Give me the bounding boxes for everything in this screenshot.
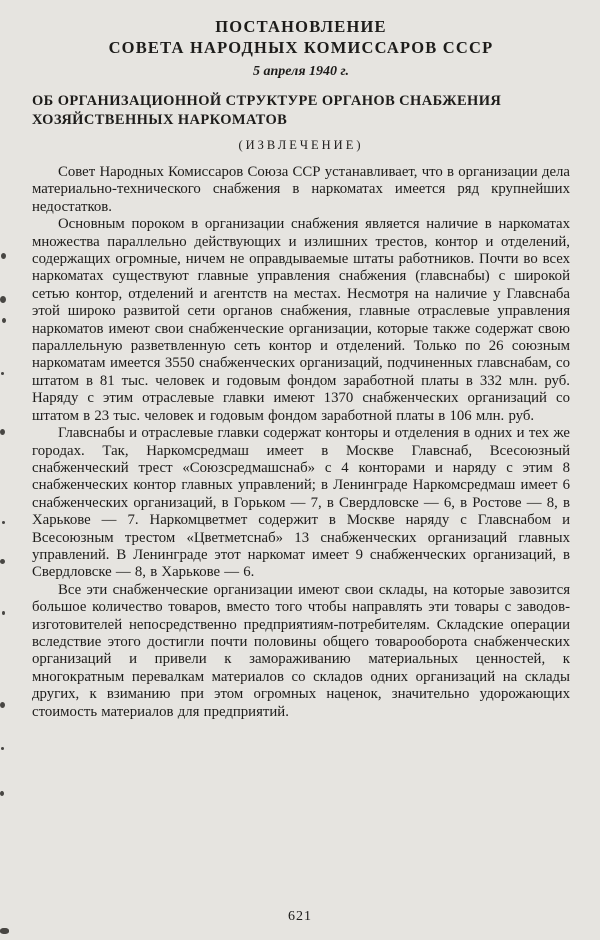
- document-date: 5 апреля 1940 г.: [252, 64, 350, 79]
- extract-note: (ИЗВЛЕЧЕНИЕ): [238, 138, 364, 152]
- title-line-2: СОВЕТА НАРОДНЫХ КОМИССАРОВ СССР: [108, 38, 494, 57]
- scan-artifacts: [0, 0, 14, 940]
- document-subtitle: ОБ ОРГАНИЗАЦИОННОЙ СТРУКТУРЕ ОРГАНОВ СНАБЖЕНИЯ ХОЗЯЙСТВЕННЫХ НАРКОМАТОВ: [32, 93, 502, 128]
- paragraph-1: Совет Народных Комиссаров Союза ССР устанавливает, что в организации дела материально-технического снабжения в наркоматах имеется ряд крупнейших недостатков.: [32, 164, 570, 215]
- paragraph-4: Все эти снабженческие организации имеют свои склады, на которые завозится большое количество товаров, вместо того чтобы направлять эти товары с заводов-изготовителей непосредственно предприятиям-потребителям. Складские операции вследствие этого достигли почти половины общего товарооборота снабженческих организаций и привели к замораживанию материальных ценностей, к многократным перевалкам материалов со складов одних организаций на склады других, к взиманию при этом огромных наценок, значительно удорожающих стоимость материалов для предприятий.: [32, 581, 570, 720]
- document-body: [32, 164, 570, 721]
- title-line-1: ПОСТАНОВЛЕНИЕ: [215, 17, 387, 36]
- paragraph-2: Основным пороком в организации снабжения является наличие в наркоматах множества параллельно действующих и излишних трестов, контор и отделений, содержащих огромные, ничем не оправдываемые штаты работников. Почти во всех наркоматах существуют главные управления снабжения (главснабы) с широкой сетью контор, отделений и агентств на местах. Несмотря на наличие у Главснаба этой широко развитой сети органов снабжения, главные отраслевые управления наркоматов имеют свои снабженческие организации, которые также содержат свою параллельную разветвленную сеть контор и отделений. Только по 26 союзным наркоматам имеется 3550 снабженческих организаций, подчиненных главснабам, со штатом в 81 тыс. человек и годовым фондом заработной платы в 332 млн. руб. Наряду с этим отраслевые главки имеют 1370 снабженческих организаций со штатом в 23 тыс. человек и годовым фондом заработной платы в 106 млн. руб.: [32, 216, 570, 424]
- document-header: [32, 16, 570, 153]
- paragraph-3: Главснабы и отраслевые главки содержат конторы и отделения в одних и тех же городах. Так, Наркомсредмаш имеет в Москве Главснаб, Всесоюзный снабженческий трест «Союзсредмашснаб» с 4 конторами и наряду с этим 8 снабженческих контор главных управлений; в Ленинграде Наркомсредмаш имеет 6 снабженческих организаций, в Горьком — 7, в Свердловске — 6, в Ростове — 8, в Харькове — 7. Наркомцветмет содержит в Москве наряду с Главснабом и Всесоюзным трестом «Цветметснаб» 13 снабженческих организаций главных управлений. В Ленинграде этот наркомат имеет 9 снабженческих организаций, в Свердловске — 8, в Харькове — 6.: [32, 425, 570, 581]
- page-number: 621: [288, 909, 312, 924]
